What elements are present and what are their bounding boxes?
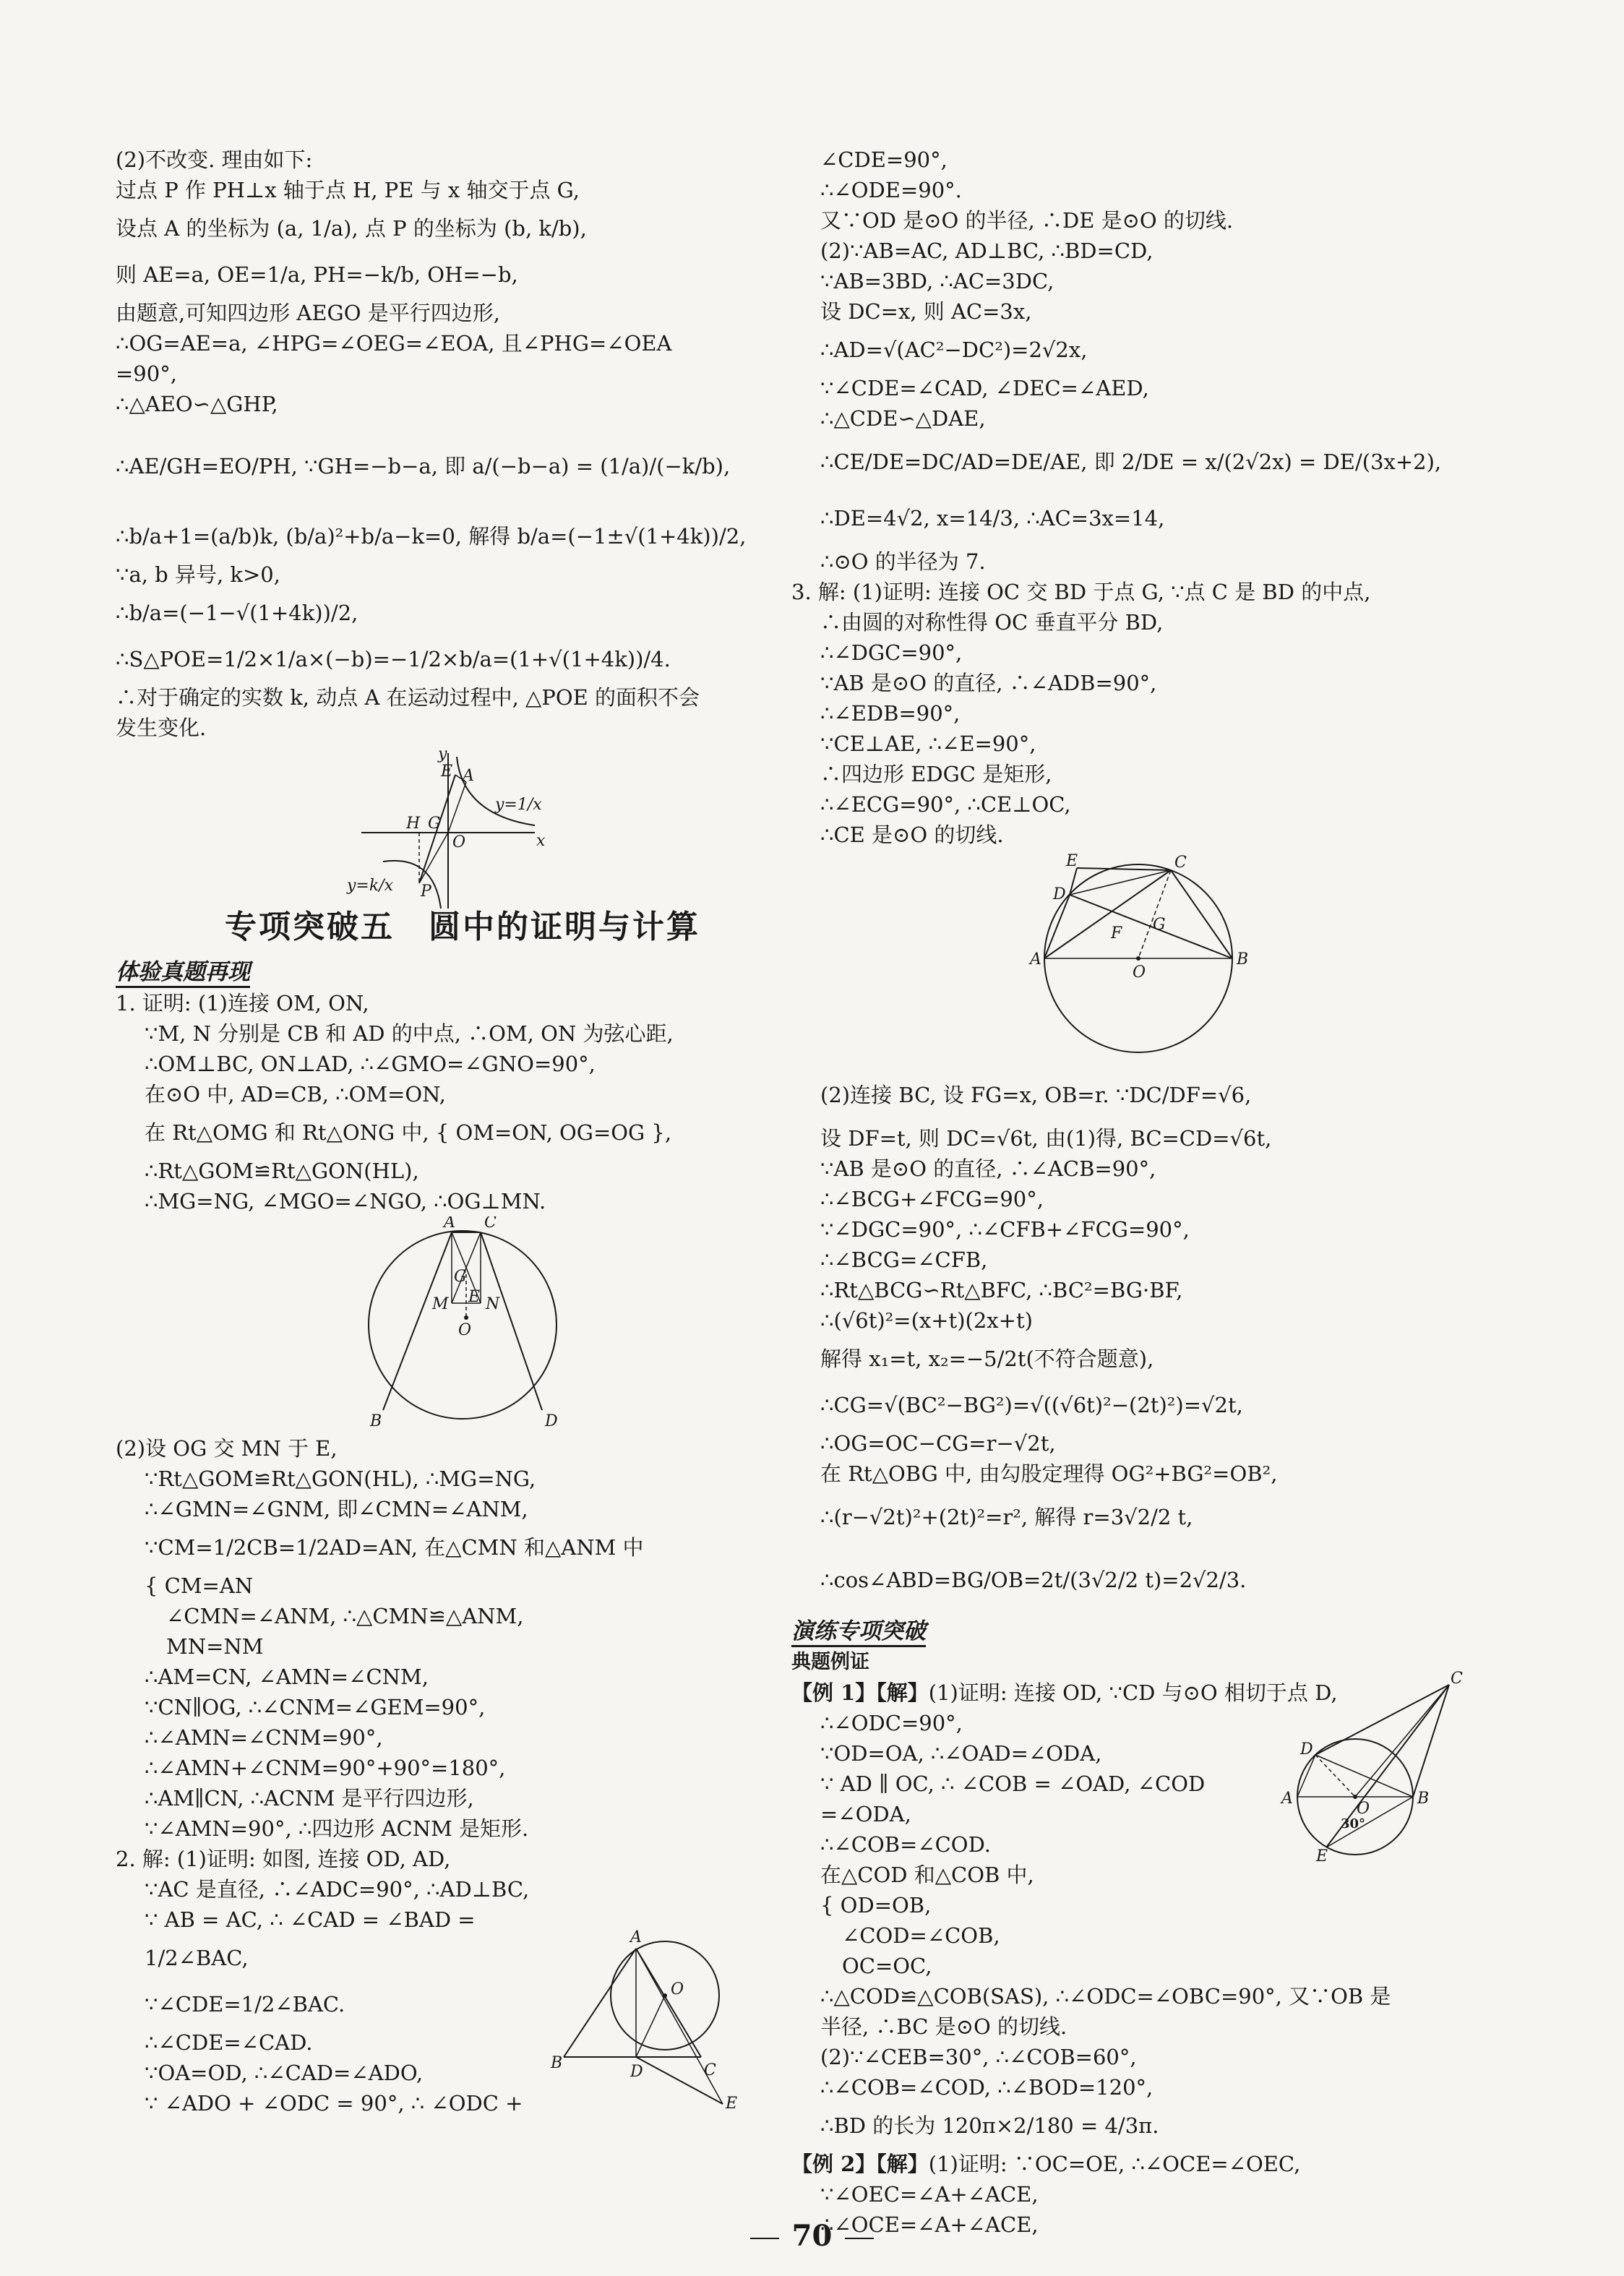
text-line: ∴(√6t)²=(x+t)(2x+t) xyxy=(820,1308,1033,1333)
circle3-label-O: O xyxy=(1133,963,1146,982)
text-line: ∴∠ECG=90°, ∴CE⊥OC, xyxy=(820,792,1071,817)
text-line: ∴DE=4√2, x=14/3, ∴AC=3x=14, xyxy=(820,506,1165,531)
right-column xyxy=(791,145,1485,2240)
text-line: 则 AE=a, OE=1/a, PH=−k/b, OH=−b, xyxy=(116,262,518,287)
circle2-label-E: E xyxy=(726,2095,738,2111)
example-2-tag: 【例 2】【解】 xyxy=(791,2152,929,2176)
page-number-text: 70 xyxy=(791,2219,833,2253)
text-line: ∴OM⊥BC, ON⊥AD, ∴∠GMO=∠GNO=90°, xyxy=(145,1052,596,1076)
text-line: (2)连接 BC, 设 FG=x, OB=r. ∵DC/DF=√6, xyxy=(820,1083,1252,1107)
circle4-label-A: A xyxy=(1281,1790,1293,1808)
graph-label-H: H xyxy=(406,815,421,833)
text-line: 设 DF=t, 则 DC=√6t, 由(1)得, BC=CD=√6t, xyxy=(820,1126,1272,1151)
text-line: 在⊙O 中, AD=CB, ∴OM=ON, xyxy=(145,1082,446,1107)
text-line: ∴BD 的长为 120π×2/180 = 4/3π. xyxy=(820,2113,1159,2138)
text-line: ∵CM=1/2CB=1/2AD=AN, 在△CMN 和△ANM 中 xyxy=(145,1535,644,1560)
text-line: 1/2∠BAC, xyxy=(145,1946,249,1970)
text-line: ∴(r−√2t)²+(2t)²=r², 解得 r=3√2/2 t, xyxy=(820,1505,1193,1529)
circle3-label-E: E xyxy=(1066,852,1078,870)
text-line: 在△COD 和△COB 中, xyxy=(820,1863,1034,1887)
text-line: ∴∠GMN=∠GNM, 即∠CMN=∠ANM, xyxy=(145,1497,528,1521)
text-line: ∴CG=√(BC²−BG²)=√((√6t)²−(2t)²)=√2t, xyxy=(820,1393,1243,1417)
text-line: ∴四边形 EDGC 是矩形, xyxy=(820,762,1052,786)
text-line: (2)∵AB=AC, AD⊥BC, ∴BD=CD, xyxy=(820,239,1153,263)
text-line: =90°, xyxy=(116,361,177,386)
graph-label-A: A xyxy=(463,767,474,785)
text-line: ∴∠COB=∠COD. xyxy=(820,1832,992,1857)
text-line: =∠ODA, xyxy=(820,1802,911,1826)
text-line: ∴∠OCE=∠A+∠ACE, xyxy=(820,2212,1039,2237)
text-line: 在 Rt△OMG 和 Rt△ONG 中, { OM=ON, OG=OG }, xyxy=(145,1120,672,1145)
graph-label-E: E xyxy=(441,763,453,781)
text-line: (2)设 OG 交 MN 于 E, xyxy=(116,1436,338,1461)
text-line: ∴△AEO∽△GHP, xyxy=(116,392,278,416)
text-line: ∴△CDE∽△DAE, xyxy=(820,406,986,431)
text-line: 由题意,可知四边形 AEGO 是平行四边形, xyxy=(116,301,500,325)
text-line: ∵∠AMN=90°, ∴四边形 ACNM 是矩形. xyxy=(145,1816,529,1841)
section-title: 专项突破五 圆中的证明与计算 xyxy=(225,909,700,945)
text-line: ∴AD=√(AC²−DC²)=2√2x, xyxy=(820,338,1088,362)
text-line: 半径, ∴BC 是⊙O 的切线. xyxy=(820,2014,1067,2039)
text-line: ∠CMN=∠ANM, ∴△CMN≌△ANM, xyxy=(166,1604,524,1628)
text-line: ∵AB=3BD, ∴AC=3DC, xyxy=(820,269,1054,293)
circle3-label-G: G xyxy=(1153,916,1166,934)
text-line: ∴∠BCG=∠CFB, xyxy=(820,1247,988,1272)
sub-heading-practice: 演练专项突破 xyxy=(791,1618,926,1647)
circle1-label-A: A xyxy=(444,1216,455,1232)
circle1-label-M: M xyxy=(432,1295,449,1313)
text-line: 2. 解: (1)证明: 如图, 连接 OD, AD, xyxy=(116,1847,451,1871)
text-line: 过点 P 作 PH⊥x 轴于点 H, PE 与 x 轴交于点 G, xyxy=(116,178,580,202)
circle4-label-C: C xyxy=(1451,1670,1463,1688)
text-line: 发生变化. xyxy=(116,716,207,740)
example-1-tag: 【例 1】【解】 xyxy=(791,1680,929,1705)
text-line: ∵ AD ∥ OC, ∴ ∠COB = ∠OAD, ∠COD xyxy=(820,1772,1206,1796)
text-line: ∴OG=AE=a, ∠HPG=∠OEG=∠EOA, 且∠PHG=∠OEA xyxy=(116,331,672,356)
circle1-label-B: B xyxy=(370,1412,382,1430)
circle4-label-E: E xyxy=(1316,1847,1328,1865)
text-line: ∴∠DGC=90°, xyxy=(820,640,963,665)
text-line: 在 Rt△OBG 中, 由勾股定理得 OG²+BG²=OB², xyxy=(820,1461,1278,1486)
left-column xyxy=(116,145,809,2118)
text-line: ∴∠ODC=90°, xyxy=(820,1711,963,1735)
text-line: ∵CN∥OG, ∴∠CNM=∠GEM=90°, xyxy=(145,1695,486,1719)
text-line: ∵AC 是直径, ∴∠ADC=90°, ∴AD⊥BC, xyxy=(145,1877,530,1902)
text-line: ∴b/a=(−1−√(1+4k))/2, xyxy=(116,601,358,625)
text-line: ∴∠COB=∠COD, ∴∠BOD=120°, xyxy=(820,2075,1153,2100)
circle3-label-C: C xyxy=(1174,854,1187,872)
text-line: ∴MG=NG, ∠MGO=∠NGO, ∴OG⊥MN. xyxy=(145,1189,546,1214)
circle2-label-D: D xyxy=(630,2063,643,2081)
graph-label-curve1: y=1/x xyxy=(495,796,542,814)
circle-figure-4 xyxy=(1276,1670,1471,1902)
text-line: { OD=OB, xyxy=(820,1893,932,1918)
text-line: ∴∠BCG+∠FCG=90°, xyxy=(820,1187,1044,1211)
text-line: ∵ ∠ADO + ∠ODC = 90°, ∴ ∠ODC + xyxy=(145,2091,523,2116)
text-line: ∴Rt△BCG∽Rt△BFC, ∴BC²=BG·BF, xyxy=(820,1278,1183,1302)
circle1-label-O: O xyxy=(458,1321,472,1339)
text-line: ∵AB 是⊙O 的直径, ∴∠ADB=90°, xyxy=(820,671,1157,695)
text-line: ∠COD=∠COB, xyxy=(842,1923,1000,1948)
text-line: OC=OC, xyxy=(842,1954,932,1978)
text-line: ∴CE 是⊙O 的切线. xyxy=(820,823,1004,847)
text-line: ∵∠CDE=1/2∠BAC. xyxy=(145,1992,345,2017)
text-line: (1)证明: 连接 OD, ∵CD 与⊙O 相切于点 D, xyxy=(928,1680,1338,1705)
sub-heading-examples: 典题例证 xyxy=(791,1651,869,1673)
graph-label-G: G xyxy=(428,815,441,833)
page-number xyxy=(0,2219,1624,2253)
text-line: ∵∠OEC=∠A+∠ACE, xyxy=(820,2182,1039,2207)
text-line: ∴Rt△GOM≌Rt△GON(HL), xyxy=(145,1159,419,1183)
text-line: 3. 解: (1)证明: 连接 OC 交 BD 于点 G, ∵点 C 是 BD 的中点, xyxy=(791,580,1371,604)
text-line: ∵OD=OA, ∴∠OAD=∠ODA, xyxy=(820,1741,1102,1766)
text-line: ∴cos∠ABD=BG/OB=2t/(3√2/2 t)=2√2/3. xyxy=(820,1568,1247,1592)
text-line: (2)∵∠CEB=30°, ∴∠COB=60°, xyxy=(820,2045,1137,2069)
text-line: ∵Rt△GOM≌Rt△GON(HL), ∴MG=NG, xyxy=(145,1466,536,1491)
circle4-angle-label: 30° xyxy=(1341,1816,1366,1831)
text-line: (1)证明: ∵OC=OE, ∴∠OCE=∠OEC, xyxy=(928,2152,1301,2176)
circle2-label-C: C xyxy=(704,2061,716,2079)
circle-figure-2 xyxy=(549,1894,759,2111)
text-line: ∴∠ODE=90°. xyxy=(820,178,962,202)
text-line: ∴AE/GH=EO/PH, ∵GH=−b−a, 即 a/(−b−a) = (1/a)/(−k/b), xyxy=(116,454,731,478)
text-line: ∵AB 是⊙O 的直径, ∴∠ACB=90°, xyxy=(820,1156,1156,1181)
circle4-label-B: B xyxy=(1417,1790,1430,1808)
graph-label-P: P xyxy=(421,883,431,901)
text-line: { CM=AN xyxy=(145,1573,254,1598)
circle3-label-D: D xyxy=(1053,885,1066,903)
text-line: ∵ AB = AC, ∴ ∠CAD = ∠BAD = xyxy=(145,1907,476,1932)
sub-heading-real-exam: 体验真题再现 xyxy=(116,958,250,988)
text-line: ∴∠AMN=∠CNM=90°, xyxy=(145,1725,383,1750)
text-line: ∴S△POE=1/2×1/a×(−b)=−1/2×b/a=(1+√(1+4k))/4. xyxy=(116,647,671,671)
text-line: ∵M, N 分别是 CB 和 AD 的中点, ∴OM, ON 为弦心距, xyxy=(145,1021,674,1046)
circle1-label-D: D xyxy=(545,1412,558,1430)
graph-label-curve2: y=k/x xyxy=(347,877,394,895)
text-line: ∴∠EDB=90°, xyxy=(820,701,961,726)
text-line: ∴CE/DE=DC/AD=DE/AE, 即 2/DE = x/(2√2x) = DE/(3x+2), xyxy=(820,450,1442,474)
circle1-label-E: E xyxy=(468,1288,481,1306)
graph-label-x: x xyxy=(536,832,546,850)
circle2-label-B: B xyxy=(551,2054,563,2072)
text-line: ∴⊙O 的半径为 7. xyxy=(820,549,986,574)
text-line: 设点 A 的坐标为 (a, 1/a), 点 P 的坐标为 (b, k/b), xyxy=(116,216,587,241)
text-line: ∵∠CDE=∠CAD, ∠DEC=∠AED, xyxy=(820,376,1149,400)
circle3-label-B: B xyxy=(1237,950,1249,969)
graph-label-y: y xyxy=(438,746,447,763)
circle1-label-C: C xyxy=(484,1216,497,1232)
text-line: ∵OA=OD, ∴∠CAD=∠ADO, xyxy=(145,2061,424,2085)
circle2-label-A: A xyxy=(630,1928,642,1946)
circle3-label-F: F xyxy=(1111,924,1122,942)
text-line: ∴AM=CN, ∠AMN=∠CNM, xyxy=(145,1665,429,1689)
text-line: ∴对于确定的实数 k, 动点 A 在运动过程中, △POE 的面积不会 xyxy=(116,685,700,710)
circle4-label-D: D xyxy=(1300,1740,1313,1758)
circle4-label-O: O xyxy=(1357,1800,1370,1818)
text-line: ∴AM∥CN, ∴ACNM 是平行四边形, xyxy=(145,1786,474,1811)
circle1-label-G: G xyxy=(454,1268,467,1286)
circle-figure-3 xyxy=(791,850,1485,1067)
circle3-label-A: A xyxy=(1030,950,1041,969)
text-line: 又∵OD 是⊙O 的半径, ∴DE 是⊙O 的切线. xyxy=(820,208,1234,233)
text-line: ∴OG=OC−CG=r−√2t, xyxy=(820,1431,1056,1456)
text-line: ∵∠DGC=90°, ∴∠CFB+∠FCG=90°, xyxy=(820,1217,1190,1242)
text-line: MN=NM xyxy=(166,1634,264,1659)
text-line: ∠CDE=90°, xyxy=(820,147,948,172)
text-line: ∴∠CDE=∠CAD. xyxy=(145,2030,313,2055)
text-line: 解得 x₁=t, x₂=−5/2t(不符合题意), xyxy=(820,1347,1154,1371)
text-line: 1. 证明: (1)连接 OM, ON, xyxy=(116,991,369,1015)
text-line: ∴∠AMN+∠CNM=90°+90°=180°, xyxy=(145,1756,506,1780)
text-line: ∴△COD≌△COB(SAS), ∴∠ODC=∠OBC=90°, 又∵OB 是 xyxy=(820,1984,1391,2009)
circle1-label-N: N xyxy=(486,1295,500,1313)
circle2-label-O: O xyxy=(671,1980,684,1998)
text-line: ∴b/a+1=(a/b)k, (b/a)²+b/a−k=0, 解得 b/a=(−1±√(1+4k))/2, xyxy=(116,524,747,549)
hyperbola-graph-figure xyxy=(116,746,809,912)
text-line: 设 DC=x, 则 AC=3x, xyxy=(820,299,1032,324)
circle-figure-1 xyxy=(116,1216,809,1433)
text-line: ∴由圆的对称性得 OC 垂直平分 BD, xyxy=(820,610,1164,635)
text-line: ∵a, b 异号, k>0, xyxy=(116,562,280,587)
text-line: ∵CE⊥AE, ∴∠E=90°, xyxy=(820,731,1036,756)
graph-label-O: O xyxy=(452,833,466,851)
text-line: (2)不改变. 理由如下: xyxy=(116,147,313,172)
